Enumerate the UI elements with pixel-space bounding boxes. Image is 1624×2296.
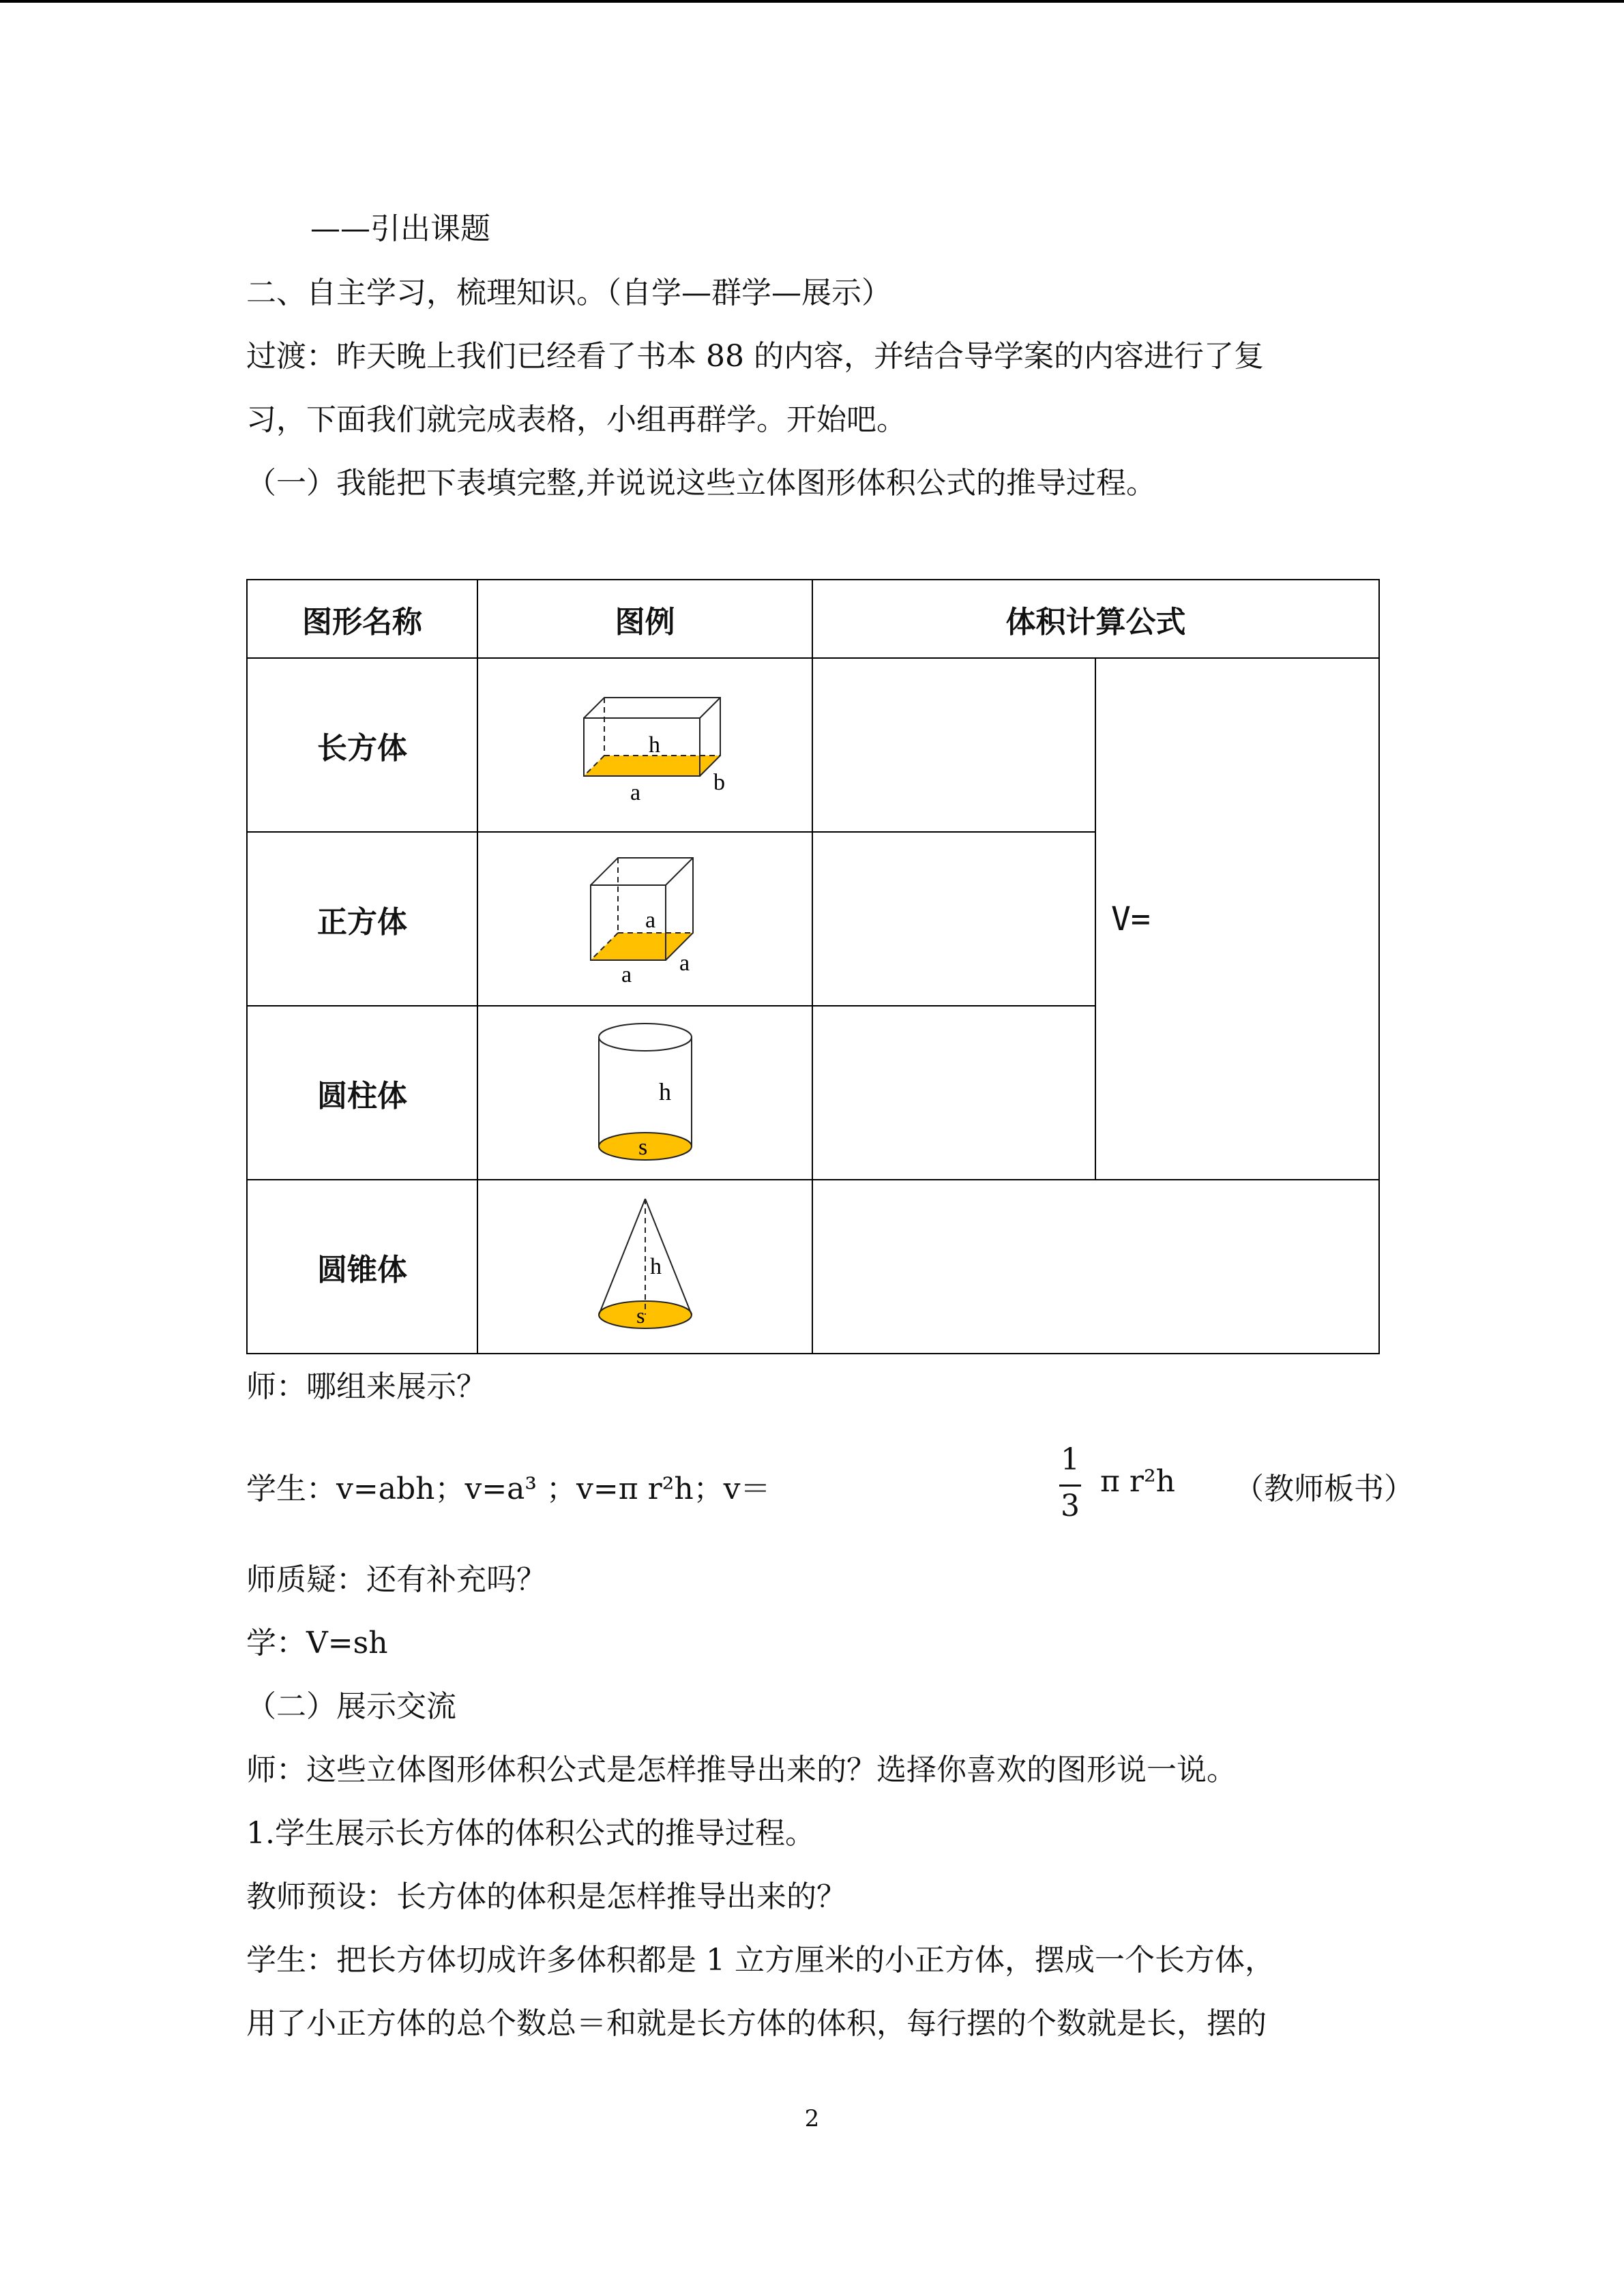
table-row	[247, 1180, 1379, 1354]
board-note: （教师板书）	[1234, 1472, 1414, 1506]
page-number: 2	[804, 2105, 820, 2132]
shared-formula-cell[interactable]	[1095, 658, 1379, 1180]
teacher-challenge: 师质疑：还有补充吗？	[246, 1562, 546, 1597]
cube-label-width: a	[679, 950, 690, 976]
student-explanation-2: 用了小正方体的总个数总＝和就是长方体的体积，每行摆的个数就是长，摆的	[246, 2006, 1267, 2041]
teacher-preset: 教师预设：长方体的体积是怎样推导出来的？	[246, 1879, 846, 1914]
cuboid-label-b: b	[713, 769, 725, 795]
cube-diagram	[570, 851, 720, 987]
section-heading-2: 二、自主学习，梳理知识。（自学—群学—展示）	[246, 275, 891, 310]
cube-figure	[477, 832, 812, 1006]
transition-line-2: 习，下面我们就完成表格，小组再群学。开始吧。	[246, 402, 906, 437]
shared-formula-text: V=	[1111, 899, 1151, 938]
cone-diagram	[587, 1192, 703, 1342]
cuboid-label-h: h	[648, 732, 660, 758]
cone-label-s: s	[636, 1302, 645, 1328]
top-border	[0, 0, 1624, 3]
subsection-heading-1: （一）我能把下表填完整,并说说这些立体图形体积公式的推导过程。	[246, 466, 1156, 501]
cylinder-diagram	[584, 1018, 707, 1168]
cuboid-figure	[477, 658, 812, 832]
fraction-numerator: 1	[1061, 1442, 1080, 1477]
fraction-denominator: 3	[1061, 1489, 1080, 1523]
table-row	[247, 658, 1379, 832]
cone-formula-cell[interactable]	[812, 1180, 1379, 1354]
cube-label-height: a	[645, 907, 655, 933]
cuboid-name: 长方体	[247, 658, 477, 832]
table-header-row	[247, 580, 1379, 658]
cone-figure	[477, 1180, 812, 1354]
subsection-heading-2: （二）展示交流	[246, 1689, 456, 1724]
formula-suffix: π r²h	[1100, 1464, 1175, 1499]
cylinder-name: 圆柱体	[247, 1006, 477, 1180]
cylinder-formula-cell[interactable]	[812, 1006, 1095, 1180]
formula-prefix: 学生：v=abh；v=a³ ；v=π r²h；v＝	[246, 1472, 771, 1506]
student-explanation-1: 学生：把长方体切成许多体积都是 1 立方厘米的小正方体，摆成一个长方体，	[246, 1943, 1275, 1978]
student-answer: 学：V=sh	[246, 1626, 388, 1660]
step-1: 1.学生展示长方体的体积公式的推导过程。	[246, 1816, 815, 1851]
cone-label-h: h	[649, 1253, 662, 1279]
header-shape-name: 图形名称	[247, 580, 477, 658]
header-volume-formula: 体积计算公式	[812, 580, 1379, 658]
cube-name: 正方体	[247, 832, 477, 1006]
cuboid-label-a: a	[630, 779, 640, 803]
teacher-question: 师：哪组来展示？	[246, 1369, 486, 1404]
header-figure: 图例	[477, 580, 812, 658]
volume-formula-table	[246, 579, 1380, 1354]
cuboid-diagram	[563, 687, 727, 803]
transition-line-1: 过渡：昨天晚上我们已经看了书本 88 的内容，并结合导学案的内容进行了复	[246, 339, 1264, 374]
fraction-bar	[1059, 1485, 1081, 1487]
cylinder-label-h: h	[658, 1077, 671, 1105]
cylinder-label-s: s	[638, 1134, 647, 1160]
teacher-prompt: 师：这些立体图形体积公式是怎样推导出来的？选择你喜欢的图形说一说。	[246, 1753, 1237, 1787]
text-intro-topic: ——引出课题	[310, 211, 490, 246]
cone-name: 圆锥体	[247, 1180, 477, 1354]
cube-label-length: a	[621, 961, 632, 987]
cylinder-figure	[477, 1006, 812, 1180]
cuboid-formula-cell[interactable]	[812, 658, 1095, 832]
cube-formula-cell[interactable]	[812, 832, 1095, 1006]
